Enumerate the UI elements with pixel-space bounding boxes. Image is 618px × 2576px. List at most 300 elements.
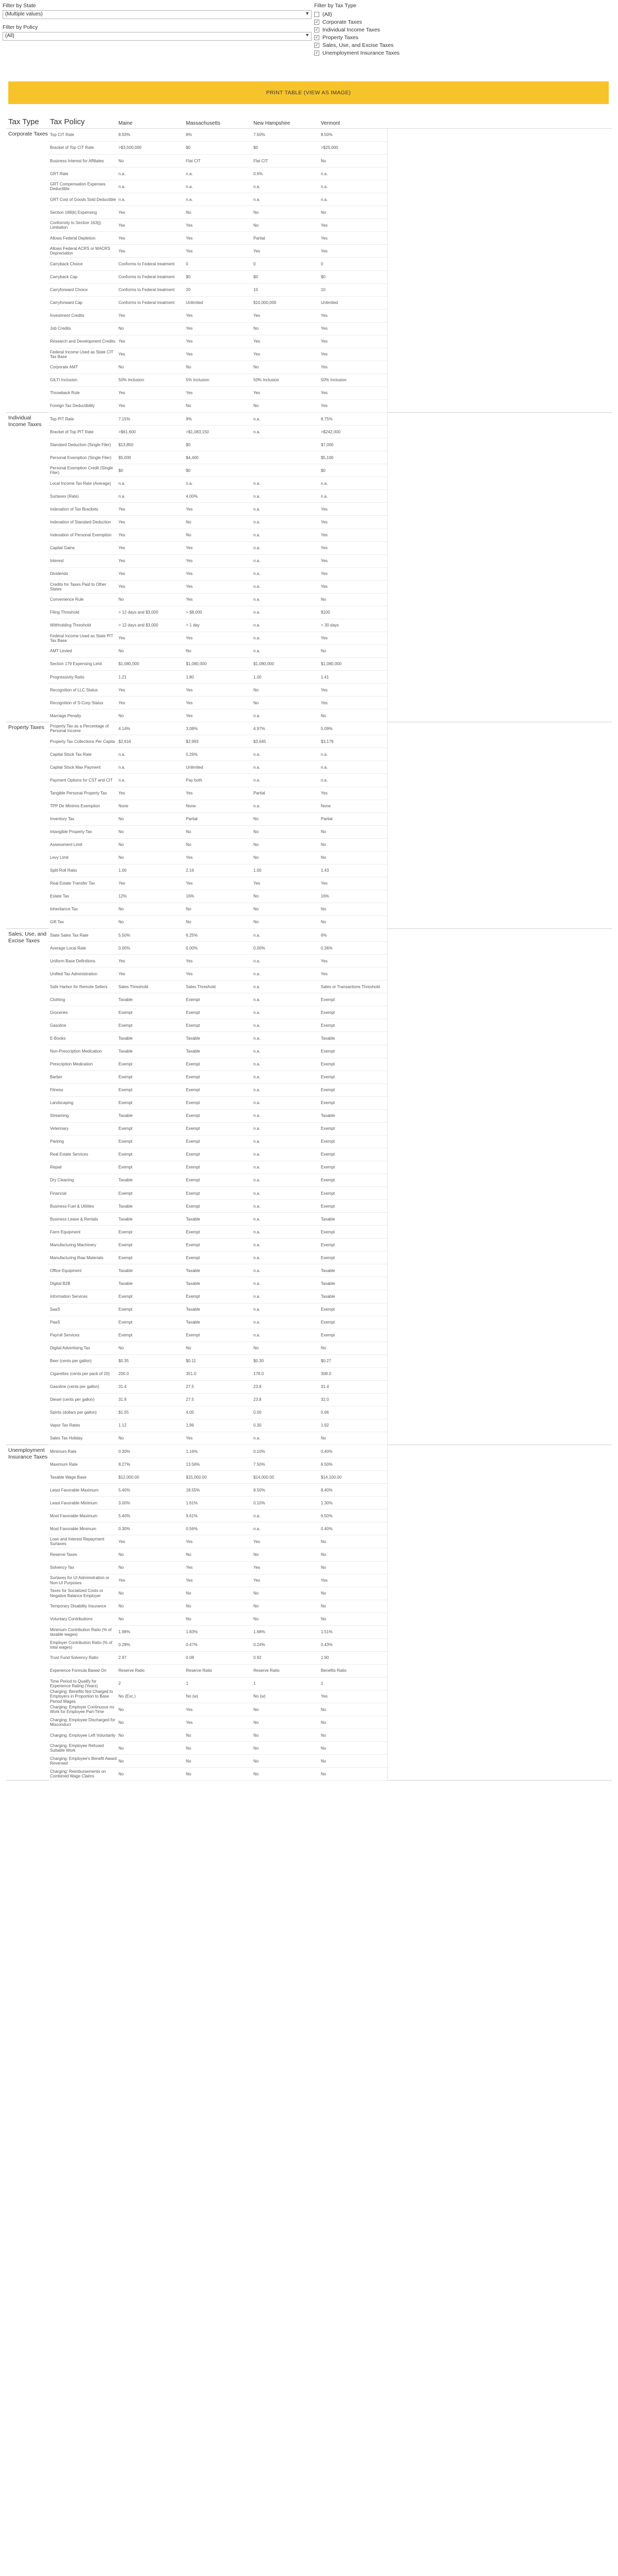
table-row xyxy=(48,1613,387,1626)
policy-cell: Least Favorable Maximum xyxy=(50,1487,99,1493)
policy-cell: Maximum Rate xyxy=(50,1462,78,1467)
value-cell: n.a. xyxy=(253,765,261,770)
value-cell: $0.27 xyxy=(321,1359,332,1364)
value-cell: No xyxy=(321,210,327,215)
value-cell: 0.10% xyxy=(253,1449,265,1454)
value-cell: Taxable xyxy=(118,1216,133,1222)
policy-cell: Taxes for Socialized Costs or Negative Balance Employer xyxy=(50,1588,104,1598)
value-cell: Exempt xyxy=(321,1320,335,1325)
value-cell: n.a. xyxy=(253,481,261,486)
value-cell: Unlimited xyxy=(186,765,203,770)
value-cell: No xyxy=(118,649,124,654)
value-cell: No xyxy=(118,907,124,912)
value-cell: No (w) xyxy=(253,1694,266,1699)
policy-cell: Job Credits xyxy=(50,326,71,331)
value-cell: n.a. xyxy=(253,584,261,589)
table-row xyxy=(48,193,387,206)
checkbox-icon[interactable]: ✓ xyxy=(315,43,319,47)
policy-cell: Investment Credits xyxy=(50,313,84,318)
value-cell: Flat CIT xyxy=(253,158,268,163)
policy-cell: Real Estate Transfer Tax xyxy=(50,881,95,886)
value-cell: Exempt xyxy=(321,1165,335,1170)
policy-cell: Federal Income Used as State CIT Tax Base xyxy=(50,349,114,359)
value-cell: $10,000,000 xyxy=(253,300,277,306)
policy-cell: Personal Exemption (Single Filer) xyxy=(50,455,112,460)
value-cell: 0.66 xyxy=(321,1410,329,1415)
value-cell: 7.50% xyxy=(253,1462,265,1467)
value-cell: Yes xyxy=(253,1565,261,1570)
value-cell: Reserve Ratio xyxy=(253,1668,280,1673)
print-table-button[interactable] xyxy=(8,81,609,104)
value-cell: Yes xyxy=(321,971,328,976)
table-row xyxy=(48,258,387,271)
tax-type-option-label: Property Taxes xyxy=(322,34,358,41)
value-cell: No xyxy=(321,855,327,860)
tax-type-option-label: Corporate Taxes xyxy=(322,19,362,25)
value-cell: No xyxy=(321,1617,327,1622)
value-cell: 0.30 xyxy=(253,1423,262,1428)
table-row xyxy=(48,877,387,890)
value-cell: Yes xyxy=(118,1578,126,1583)
value-cell: 8.50% xyxy=(253,1487,265,1493)
value-cell: n.a. xyxy=(118,494,126,499)
value-cell: None xyxy=(186,804,196,808)
value-cell: Taxable xyxy=(118,1268,133,1273)
value-cell: n.a. xyxy=(253,713,261,718)
value-cell: No (w) xyxy=(186,1694,198,1699)
value-cell: n.a. xyxy=(321,197,328,202)
value-cell: 1.68% xyxy=(253,1630,265,1635)
policy-cell: Carryback Cap xyxy=(50,274,78,279)
value-cell: Yes xyxy=(186,248,193,253)
table-row xyxy=(48,503,387,516)
value-cell: Exempt xyxy=(321,1229,335,1234)
policy-cell: Payroll Services xyxy=(50,1333,80,1338)
policy-cell: GRT Compensation Expenses Deductible xyxy=(50,182,106,192)
value-cell: Yes xyxy=(186,713,193,718)
value-cell: No xyxy=(253,1733,259,1738)
tax-type-group xyxy=(6,1445,612,1781)
state-filter xyxy=(3,3,312,19)
policy-cell: Property Tax Collections Per Capita xyxy=(50,739,115,744)
table-row xyxy=(48,323,387,335)
table-row xyxy=(48,271,387,284)
value-cell: Yes xyxy=(118,790,126,795)
policy-cell: Carryforward Cap xyxy=(50,300,83,306)
value-cell: No xyxy=(253,326,259,331)
value-cell: No xyxy=(186,403,192,409)
tax-type-label: Unemployment Insurance Taxes xyxy=(8,1447,48,1461)
policy-cell: Financial xyxy=(50,1191,67,1196)
tax-type-option[interactable] xyxy=(314,41,400,49)
table-row xyxy=(48,929,387,942)
value-cell: No xyxy=(186,1552,192,1557)
checkbox-icon[interactable]: ✓ xyxy=(315,35,319,40)
value-cell: Exempt xyxy=(186,1126,200,1131)
value-cell: No xyxy=(186,649,192,654)
value-cell: Taxable xyxy=(118,1036,133,1041)
value-cell: n.a. xyxy=(118,777,126,783)
value-cell: n.a. xyxy=(118,765,126,770)
tax-type-option-label: Unemployment Insurance Taxes xyxy=(322,49,400,56)
checkbox-icon[interactable]: ✓ xyxy=(315,20,319,24)
column-divider xyxy=(387,929,388,1445)
policy-cell: Experience Formula Based On xyxy=(50,1668,107,1673)
value-cell: n.a. xyxy=(321,494,328,499)
policy-cell: SaaS xyxy=(50,1307,60,1312)
value-cell: Exempt xyxy=(321,1333,335,1338)
table-row xyxy=(48,1445,387,1458)
policy-cell: Cigarettes (cents per pack of 20) xyxy=(50,1371,110,1377)
table-row xyxy=(48,464,387,477)
policy-cell: Sales Tax Holiday xyxy=(50,1436,83,1441)
policy-cell: Vapor Tax Rates xyxy=(50,1423,80,1428)
policy-cell: Property Tax as a Percentage of Personal Income xyxy=(50,724,109,734)
value-cell: Unlimited xyxy=(186,300,203,306)
value-cell: Exempt xyxy=(186,1178,200,1183)
value-cell: n.a. xyxy=(186,184,193,189)
value-cell: 1.00 xyxy=(253,674,262,680)
value-cell: No xyxy=(321,842,327,848)
tax-type-option-label: (All) xyxy=(322,11,332,18)
value-cell: Exempt xyxy=(186,1294,200,1299)
value-cell: >$61,600 xyxy=(118,429,136,434)
table-row xyxy=(48,155,387,167)
policy-cell: Business Lease & Rentals xyxy=(50,1216,98,1222)
value-cell: No xyxy=(118,1707,124,1712)
value-cell: n.a. xyxy=(321,184,328,189)
value-cell: $3,179 xyxy=(321,739,334,744)
table-row xyxy=(48,1148,387,1161)
value-cell: Yes xyxy=(321,558,328,564)
tax-policy-header: Tax Policy xyxy=(50,117,85,126)
policy-cell: Bracket of Top CIT Rate xyxy=(50,145,94,150)
value-cell: Exempt xyxy=(186,1010,200,1015)
value-cell: 351.0 xyxy=(186,1371,197,1377)
value-cell: Yes xyxy=(321,571,328,577)
value-cell: 1.12 xyxy=(118,1423,127,1428)
value-cell: n.a. xyxy=(253,1062,261,1066)
value-cell: 10 xyxy=(253,287,258,293)
policy-cell: Most Favorable Maximum xyxy=(50,1513,98,1518)
policy-cell: Prescription Medication xyxy=(50,1062,93,1066)
value-cell: Yes xyxy=(321,506,328,512)
value-cell: Exempt xyxy=(118,1075,133,1080)
value-cell: n.a. xyxy=(118,481,126,486)
policy-cell: GILTI Inclusion xyxy=(50,378,78,383)
policy-cell: Gasoline xyxy=(50,1023,66,1028)
policy-cell: Least Favorable Minimum xyxy=(50,1500,98,1505)
table-body xyxy=(6,129,612,1781)
table-row xyxy=(48,568,387,581)
tax-type-filter-title: Filter by Tax Type xyxy=(314,3,356,9)
value-cell: >$25,000 xyxy=(321,145,338,150)
value-cell: 0.00% xyxy=(186,945,198,951)
tax-type-option-label: Sales, Use, and Excise Taxes xyxy=(322,42,394,48)
value-cell: Exempt xyxy=(186,1255,200,1260)
policy-cell: Solvency Tax xyxy=(50,1565,74,1570)
value-cell: Taxable xyxy=(186,1307,200,1312)
table-row xyxy=(48,1019,387,1032)
checkbox-icon[interactable]: ✓ xyxy=(315,50,319,55)
table-row xyxy=(48,697,387,709)
tax-type-option[interactable] xyxy=(314,49,400,57)
table-row xyxy=(48,1136,387,1148)
table-row xyxy=(48,1290,387,1303)
policy-cell: Withholding Threshold xyxy=(50,623,91,628)
table-row xyxy=(48,839,387,852)
value-cell: 1.16% xyxy=(186,1449,198,1454)
value-cell: Yes xyxy=(118,958,126,963)
table-row xyxy=(48,1110,387,1123)
policy-cell: Farm Equipment xyxy=(50,1229,81,1234)
value-cell: 8.40% xyxy=(321,1487,333,1493)
table-row xyxy=(48,761,387,774)
value-cell: Exempt xyxy=(118,1062,133,1066)
value-cell: n.a. xyxy=(253,1178,261,1183)
value-cell: n.a. xyxy=(253,429,261,434)
table-row xyxy=(48,1742,387,1755)
policy-cell: Carryforward Choice xyxy=(50,287,88,293)
value-cell: n.a. xyxy=(253,777,261,783)
policy-cell: State Sales Tax Rate xyxy=(50,933,89,938)
policy-cell: Groceries xyxy=(50,1010,68,1015)
value-cell: Yes xyxy=(118,519,126,524)
value-cell: No xyxy=(186,907,192,912)
value-cell: No xyxy=(321,1758,327,1764)
value-cell: Yes xyxy=(118,1539,126,1544)
value-cell: Sales Threshold xyxy=(186,984,216,989)
value-cell: Benefits Ratio xyxy=(321,1668,347,1673)
value-cell: 5.40% xyxy=(118,1513,130,1518)
value-cell: No xyxy=(253,1604,259,1609)
value-cell: Yes xyxy=(186,571,193,577)
value-cell: Exempt xyxy=(321,1126,335,1131)
value-cell: No xyxy=(253,1707,259,1712)
policy-cell: Time Period to Qualify for Experience Rating (Years) xyxy=(50,1679,98,1688)
policy-cell: Indexation of Personal Exemption xyxy=(50,532,112,537)
policy-cell: Throwback Rule xyxy=(50,391,80,396)
value-cell: n.a. xyxy=(321,765,328,770)
value-cell: $0.35 xyxy=(118,1359,129,1364)
table-row xyxy=(48,1394,387,1406)
value-cell: $0 xyxy=(186,468,191,473)
table-row xyxy=(48,722,387,735)
value-cell: No xyxy=(253,1745,259,1751)
value-cell: No xyxy=(321,920,327,925)
value-cell: No xyxy=(118,1604,124,1609)
policy-cell: Progressivity Ratio xyxy=(50,674,84,680)
value-cell: No xyxy=(118,1436,124,1441)
value-cell: No xyxy=(253,365,259,370)
table-row xyxy=(48,284,387,297)
value-cell: n.a. xyxy=(186,197,193,202)
policy-cell: Business Fuel & Utilities xyxy=(50,1204,94,1209)
value-cell: 31.4 xyxy=(118,1384,127,1389)
value-cell: $0 xyxy=(321,274,325,279)
value-cell: $3,645 xyxy=(253,739,266,744)
value-cell: Yes xyxy=(118,584,126,589)
value-cell: 8.27% xyxy=(118,1462,130,1467)
value-cell: Taxable xyxy=(186,1036,200,1041)
table-row xyxy=(48,361,387,374)
tax-type-option[interactable] xyxy=(314,26,400,33)
value-cell: 31.9 xyxy=(118,1397,127,1402)
value-cell: Exempt xyxy=(321,1255,335,1260)
table-row xyxy=(48,1264,387,1277)
policy-cell: Office Equipment xyxy=(50,1268,82,1273)
value-cell: >$242,000 xyxy=(321,429,341,434)
value-cell: 20 xyxy=(186,287,191,293)
table-row xyxy=(48,671,387,684)
table-row xyxy=(48,1174,387,1187)
policy-cell: Assessment Limit xyxy=(50,842,82,848)
table-row xyxy=(48,645,387,658)
value-cell: Exempt xyxy=(118,1088,133,1093)
value-cell: No xyxy=(321,1604,327,1609)
policy-cell: Digital B2B xyxy=(50,1281,71,1286)
value-cell: No xyxy=(253,403,259,409)
policy-filter-select[interactable] xyxy=(3,32,312,41)
value-cell: No xyxy=(118,597,124,602)
table-row xyxy=(48,438,387,451)
policy-cell: Standard Deduction (Single Filer) xyxy=(50,442,111,447)
value-cell: Yes xyxy=(186,235,193,241)
table-row xyxy=(48,1342,387,1355)
value-cell: 6.50% xyxy=(321,1513,333,1518)
value-cell: No xyxy=(253,855,259,860)
value-cell: No xyxy=(321,1552,327,1557)
value-cell: Yes xyxy=(253,391,261,396)
policy-cell: Conformity to Section 163(j) Limitation xyxy=(50,221,101,230)
table-row xyxy=(48,581,387,594)
value-cell: 9.61% xyxy=(186,1513,198,1518)
value-cell: No xyxy=(118,1771,124,1776)
value-cell: No xyxy=(118,1346,124,1351)
value-cell: 23.8 xyxy=(253,1397,262,1402)
value-cell: No xyxy=(253,1617,259,1622)
checkbox-icon[interactable]: ✓ xyxy=(315,27,319,32)
value-cell: No xyxy=(253,1591,259,1596)
policy-cell: Inventory Tax xyxy=(50,817,75,822)
policy-cell: Trust Fund Solvency Ratio xyxy=(50,1655,98,1660)
value-cell: Conforms to Federal treatment xyxy=(118,261,175,266)
value-cell: Yes xyxy=(321,546,328,551)
policy-cell: Dividends xyxy=(50,571,68,577)
value-cell: Yes xyxy=(186,223,193,228)
value-cell: 0 xyxy=(253,261,256,266)
value-cell: No xyxy=(186,842,192,848)
policy-cell: Corporate AMT xyxy=(50,365,78,370)
value-cell: Yes xyxy=(253,339,261,344)
value-cell: $7,000 xyxy=(321,442,334,447)
tax-type-label: Property Taxes xyxy=(8,724,44,731)
value-cell: n.a. xyxy=(253,506,261,512)
value-cell: 7.50% xyxy=(253,132,265,138)
table-row xyxy=(48,477,387,490)
value-cell: n.a. xyxy=(253,1294,261,1299)
state-filter-select[interactable] xyxy=(3,10,312,19)
value-cell: 1.43 xyxy=(321,868,329,873)
value-cell: Exempt xyxy=(186,1062,200,1066)
table-row xyxy=(48,542,387,555)
table-row xyxy=(48,916,387,929)
value-cell: No xyxy=(118,158,124,163)
table-row xyxy=(48,426,387,438)
value-cell: No xyxy=(321,649,327,654)
value-cell: Yes xyxy=(321,687,328,692)
value-cell: n.a. xyxy=(253,933,261,938)
policy-cell: Filing Threshold xyxy=(50,610,79,615)
tax-type-option[interactable] xyxy=(314,10,400,18)
tax-type-group xyxy=(6,413,612,722)
value-cell: Yes xyxy=(321,248,328,253)
table-row xyxy=(48,1329,387,1342)
value-cell: 5.50% xyxy=(118,933,130,938)
value-cell: Exempt xyxy=(186,1333,200,1338)
state-header-massachusetts: Massachusetts xyxy=(186,121,220,126)
value-cell: Exempt xyxy=(321,997,335,1002)
value-cell: n.a. xyxy=(253,610,261,615)
tax-type-option[interactable] xyxy=(314,18,400,26)
value-cell: Taxable xyxy=(321,1268,335,1273)
value-cell: Yes xyxy=(186,352,193,357)
policy-cell: Top PIT Rate xyxy=(50,416,74,421)
policy-cell: Inheritance Tax xyxy=(50,907,78,912)
table-header xyxy=(6,109,612,129)
policy-cell: Diesel (cents per gallon) xyxy=(50,1397,95,1402)
policy-cell: Real Estate Services xyxy=(50,1152,89,1157)
value-cell: n.a. xyxy=(118,171,126,176)
value-cell: Yes xyxy=(186,339,193,344)
value-cell: n.a. xyxy=(253,1216,261,1222)
value-cell: n.a. xyxy=(253,1513,261,1518)
policy-cell: Spirits (dollars per gallon) xyxy=(50,1410,97,1415)
value-cell: 4.00% xyxy=(186,494,198,499)
table-row xyxy=(48,1574,387,1587)
value-cell: 0.30% xyxy=(118,1526,130,1531)
policy-cell: Charging: Employee Left Voluntarily xyxy=(50,1733,116,1738)
table-row xyxy=(48,1677,387,1690)
policy-cell: Charging: Employer Continuous no Work for Employee Part-Time xyxy=(50,1704,114,1715)
policy-cell: Levy Limit xyxy=(50,855,69,860)
value-cell: Yes xyxy=(253,313,261,318)
value-cell: 6.50% xyxy=(321,1462,333,1467)
table-row xyxy=(48,167,387,180)
table-row xyxy=(48,348,387,361)
value-cell: 18.55% xyxy=(186,1487,200,1493)
tax-type-label: Sales, Use, and Excise Taxes xyxy=(8,931,47,944)
policy-cell: Average Local Rate xyxy=(50,945,87,951)
checkbox-icon[interactable] xyxy=(314,12,319,17)
value-cell: n.a. xyxy=(321,481,328,486)
value-cell: No xyxy=(253,829,259,835)
value-cell: 27.5 xyxy=(186,1397,194,1402)
value-cell: 5.40% xyxy=(118,1487,130,1493)
value-cell: $1,080,000 xyxy=(186,662,207,667)
value-cell: Yes xyxy=(321,1578,328,1583)
state-filter-title: Filter by State xyxy=(3,3,36,9)
value-cell: Yes xyxy=(321,403,328,409)
value-cell: Yes xyxy=(186,881,193,886)
value-cell: $0 xyxy=(186,274,191,279)
policy-cell: Capital Gains xyxy=(50,546,75,551)
policy-cell: Most Favorable Minimum xyxy=(50,1526,96,1531)
value-cell: Yes xyxy=(186,1720,193,1725)
value-cell: No xyxy=(186,519,192,524)
tax-type-option[interactable] xyxy=(314,33,400,41)
value-cell: Partial xyxy=(186,817,198,822)
